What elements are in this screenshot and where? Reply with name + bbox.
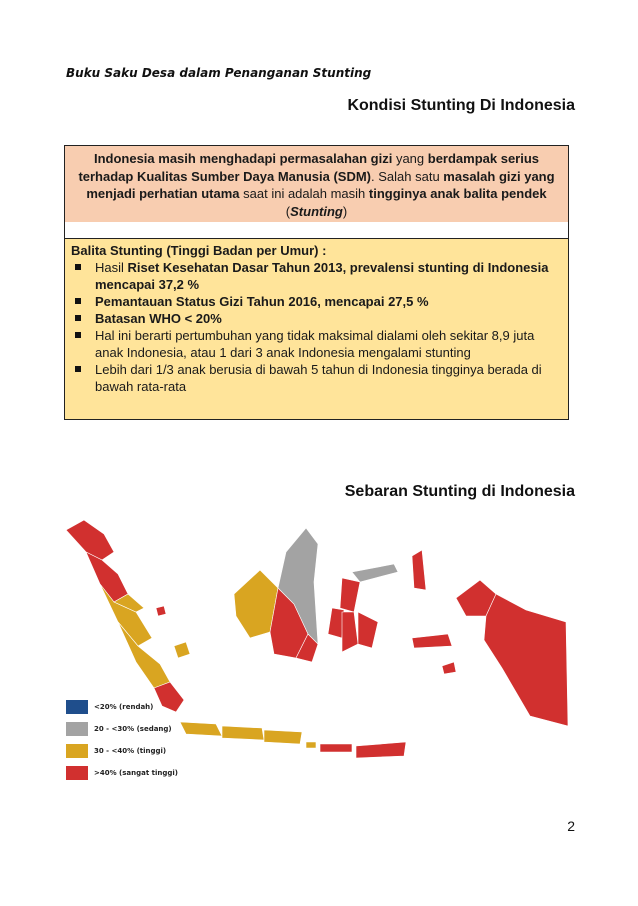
document-header: Buku Saku Desa dalam Penanganan Stunting [66, 66, 372, 80]
fact-item [71, 361, 562, 395]
legend-label: <20% (rendah) [94, 703, 154, 711]
map-region-ntb [320, 744, 352, 752]
text-segment: masalah gizi yang menjadi perhatian utama [86, 168, 555, 201]
legend-item-high [66, 740, 178, 762]
map-region-sulawesi-south [342, 612, 358, 652]
text-segment: berdampak serius terhadap Kualitas Sumber Daya Manusia (SDM) [78, 151, 540, 184]
map-region-ntt [356, 742, 406, 758]
legend-swatch [66, 722, 88, 736]
summary-text [78, 151, 554, 219]
map-region-riau-islands [156, 606, 166, 616]
text-segment: tingginya anak balita pendek [368, 186, 547, 201]
map-region-sulawesi-central [340, 578, 360, 612]
legend-swatch [66, 700, 88, 714]
text-segment: Indonesia masih menghadapi permasalahan gizi [93, 151, 393, 166]
map-region-papua [484, 594, 568, 726]
legend-swatch [66, 744, 88, 758]
fact-item [71, 293, 562, 310]
map-region-java-central [222, 726, 264, 740]
map-region-sulawesi-southeast [358, 612, 378, 648]
map-legend [66, 696, 178, 784]
legend-item-low [66, 696, 178, 718]
text-segment: Stunting [290, 203, 343, 219]
text-segment: Riset Kesehatan Dasar Tahun 2013, prevalensi stunting di Indonesia mencapai 37,2 % [95, 260, 549, 292]
fact-item [71, 259, 562, 293]
section-title-kondisi: Kondisi Stunting Di Indonesia [347, 97, 575, 114]
map-region-maluku-islands [442, 662, 456, 674]
legend-label: 20 - <30% (sedang) [94, 725, 172, 733]
map-region-java-west [180, 722, 222, 736]
legend-label: 30 - <40% (tinggi) [94, 747, 167, 755]
map-region-java-east [264, 730, 302, 744]
text-segment: . Salah satu [371, 168, 444, 184]
map-region-bali [306, 742, 316, 748]
text-segment: Hal ini berarti pertumbuhan yang tidak maksimal dialami oleh sekitar 8,9 juta anak Indonesia, atau 1 dari 3 anak Indonesia mengalami stunting [95, 328, 535, 360]
fact-item [71, 310, 562, 327]
map-region-sulawesi-west [328, 608, 344, 638]
text-segment: Lebih dari 1/3 anak berusia di bawah 5 tahun di Indonesia tingginya berada di bawah rata-rata [95, 362, 542, 394]
text-segment: ( [285, 203, 291, 219]
text-segment: Hasil [95, 260, 128, 275]
text-segment: yang [392, 151, 428, 166]
text-segment: saat ini adalah masih [239, 186, 369, 201]
fact-item [71, 327, 562, 361]
section-title-sebaran: Sebaran Stunting di Indonesia [344, 483, 575, 500]
box-divider [64, 222, 569, 238]
facts-list [71, 259, 562, 395]
text-segment: Pemantauan Status Gizi Tahun 2016, mencapai 27,5 % [95, 294, 429, 309]
map-region-maluku-north [412, 550, 426, 590]
legend-item-medium [66, 718, 178, 740]
legend-swatch [66, 766, 88, 780]
map-region-maluku [412, 634, 452, 648]
page-number: 2 [567, 818, 575, 834]
map-region-bangka [174, 642, 190, 658]
legend-label: >40% (sangat tinggi) [94, 769, 178, 777]
stunting-facts-box [64, 238, 569, 420]
text-segment: ) [342, 203, 348, 219]
text-segment: Batasan WHO < 20% [95, 311, 222, 326]
legend-item-very-high [66, 762, 178, 784]
facts-heading: Balita Stunting (Tinggi Badan per Umur) : [71, 243, 327, 258]
summary-box [64, 145, 569, 223]
map-region-sulawesi-north [352, 564, 398, 582]
